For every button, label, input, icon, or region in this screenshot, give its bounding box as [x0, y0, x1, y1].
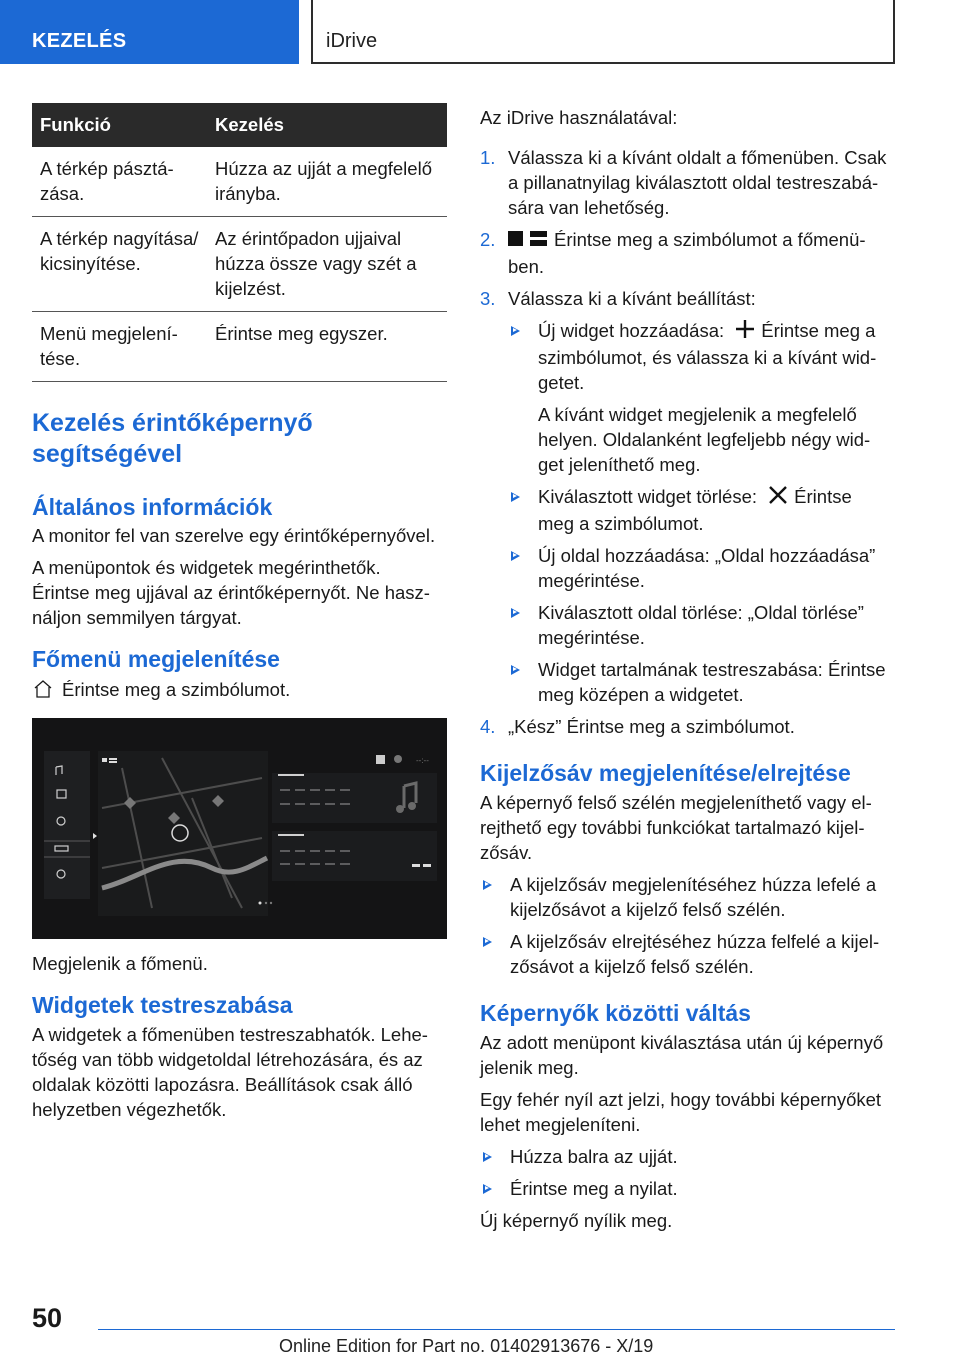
step-number: 1.: [480, 147, 496, 168]
main-menu-illustration: [32, 718, 447, 939]
switch-paragraph-1: Az adott menüpont kiválasztása után új képernyő jelenik meg.: [480, 1031, 884, 1078]
switch-paragraph-2: Egy fehér nyíl azt jelzi, hogy további képernyőket lehet megjeleníteni.: [480, 1088, 882, 1135]
chapter-label: KEZELÉS: [32, 30, 127, 52]
statusbar-paragraph: A képernyő felső szélén megjeleníthető vagy el- rejthető egy további funkciókat tartalmazó kijel- zősáv.: [480, 791, 872, 863]
step-text: Válassza ki a kívánt oldalt a főmenüben. Csak a pillanatnyilag kiválasztott oldal testreszabá- sára van lehetőség.: [508, 147, 887, 218]
option-item: [508, 600, 900, 650]
step-number: 2.: [480, 229, 496, 250]
option-text: Érintse meg a szimbólumot, és válassza ki a kívánt wid- getet.: [538, 319, 877, 393]
table-cell: Menü megjelení- tése.: [32, 312, 207, 382]
bullet-triangle-icon: [483, 880, 492, 890]
statusbar-item: [480, 872, 900, 922]
step-number: 4.: [480, 715, 496, 737]
table-header-function: Funkció: [32, 103, 207, 147]
step-text: Válassza ki a kívánt beállítást:: [508, 287, 756, 309]
option-lead: Új widget hozzáadása:: [538, 319, 725, 341]
options-list: [508, 318, 900, 707]
bullet-triangle-icon: [511, 608, 520, 618]
bullet-triangle-icon: [483, 1152, 492, 1162]
right-column: [480, 103, 900, 1233]
steps-list: [480, 145, 900, 739]
topic-box: [311, 0, 895, 64]
switch-item-text: Érintse meg a nyilat.: [510, 1177, 678, 1199]
step-number: 3.: [480, 287, 496, 309]
subheading-general: Általános információk: [32, 494, 273, 520]
option-extra: A kívánt widget megjelenik a megfelelő helyen. Oldalanként legfeljebb négy wid- get jeleníthető meg.: [538, 403, 871, 475]
switch-item: [480, 1176, 900, 1201]
subheading-widgets: Widgetek testreszabása: [32, 992, 293, 1018]
option-text: Kiválasztott oldal törlése: „Oldal törlése” megérintése.: [538, 601, 864, 648]
idrive-main-menu-screenshot: [32, 718, 447, 939]
table-header-operation: Kezelés: [207, 103, 447, 147]
svg-text:--:--: --:--: [416, 756, 429, 765]
step-item: [480, 227, 900, 279]
home-icon: [32, 677, 54, 701]
function-table: [32, 103, 447, 382]
subheading-statusbar: Kijelzősáv megjelenítése/elrejtése: [480, 759, 851, 786]
table-cell: Húzza az ujját a megfelelő irányba.: [207, 147, 447, 217]
footer-edition: Online Edition for Part no. 01402913676 - X/19: [279, 1336, 654, 1356]
mainmenu-instruction: [32, 677, 447, 702]
section-heading-touch: Kezelés érintőképernyő segítségével: [32, 409, 313, 468]
page-number: 50: [32, 1303, 63, 1333]
bullet-triangle-icon: [483, 937, 492, 947]
table-cell: Érintse meg egyszer.: [207, 312, 447, 382]
option-text: Widget tartalmának testreszabása: Érintse meg középen a widgetet.: [538, 658, 886, 705]
page-header: [0, 0, 960, 64]
bullet-triangle-icon: [511, 665, 520, 675]
subheading-mainmenu: Főmenü megjelenítése: [32, 646, 280, 672]
step-item: [480, 714, 900, 739]
table-cell: A térkép nagyítása/ kicsinyítése.: [32, 217, 207, 312]
option-lead: Kiválasztott widget törlése:: [538, 485, 758, 507]
topic-title: iDrive: [326, 30, 378, 52]
bullet-triangle-icon: [511, 326, 520, 336]
general-paragraph-1: A monitor fel van szerelve egy érintőképernyővel.: [32, 525, 436, 546]
subheading-switch: Képernyők közötti váltás: [480, 999, 751, 1026]
option-item: [508, 657, 900, 707]
switch-result: Új képernyő nyílik meg.: [480, 1209, 673, 1231]
switch-item-text: Húzza balra az ujját.: [510, 1145, 678, 1167]
bullet-triangle-icon: [483, 1184, 492, 1194]
table-cell: Az érintőpadon ujjaival húzza össze vagy szét a kijelzést.: [207, 217, 447, 312]
general-paragraph-2: A menüpontok és widgetek megérinthetők. Érintse meg ujjával az érintőképernyőt. Ne hasz- náljon semmilyen tárgyat.: [32, 557, 430, 628]
option-text: Érintse meg a szimbólumot.: [538, 485, 852, 534]
statusbar-item-text: A kijelzősáv elrejtéséhez húzza felfelé a kijel- zősávot a kijelző felső szélén.: [510, 930, 880, 977]
option-item: [508, 484, 900, 536]
table-row: [32, 147, 447, 217]
table-header-row: [32, 103, 447, 147]
statusbar-list: [480, 872, 900, 979]
step-item: [480, 145, 900, 220]
switch-list: [480, 1144, 900, 1201]
option-text: Új oldal hozzáadása: „Oldal hozzáadása” megérintése.: [538, 544, 876, 591]
table-row: [32, 217, 447, 312]
option-item: [508, 318, 900, 477]
bullet-triangle-icon: [511, 492, 520, 502]
table-row: [32, 312, 447, 382]
step-text: „Kész” Érintse meg a szimbólumot.: [508, 715, 795, 737]
step-text: Érintse meg a szimbólumot a főmenü- ben.: [508, 229, 866, 277]
chapter-tab: [0, 0, 299, 64]
plus-icon: [735, 319, 755, 345]
idrive-intro: Az iDrive használatával:: [480, 107, 678, 128]
widget-layout-icon: [508, 229, 548, 254]
table-cell: A térkép pásztá- zása.: [32, 147, 207, 217]
step-item: [480, 286, 900, 707]
mainmenu-result: Megjelenik a főmenü.: [32, 953, 208, 974]
mainmenu-instruction-text: Érintse meg a szimbólumot.: [62, 679, 291, 700]
bullet-triangle-icon: [511, 551, 520, 561]
statusbar-item-text: A kijelzősáv megjelenítéséhez húzza lefelé a kijelzősávot a kijelző felső szélén.: [510, 873, 877, 920]
footer-divider: [98, 1329, 895, 1330]
switch-item: [480, 1144, 900, 1169]
left-column: [32, 103, 447, 1122]
option-item: [508, 543, 900, 593]
close-icon: [768, 485, 788, 511]
statusbar-item: [480, 929, 900, 979]
widgets-paragraph: A widgetek a főmenüben testreszabhatók. Lehe- tőség van több widgetoldal létrehozására, és az oldalak közötti lapozásra. Beállítások csak álló helyzetben végezhetők.: [32, 1024, 428, 1120]
